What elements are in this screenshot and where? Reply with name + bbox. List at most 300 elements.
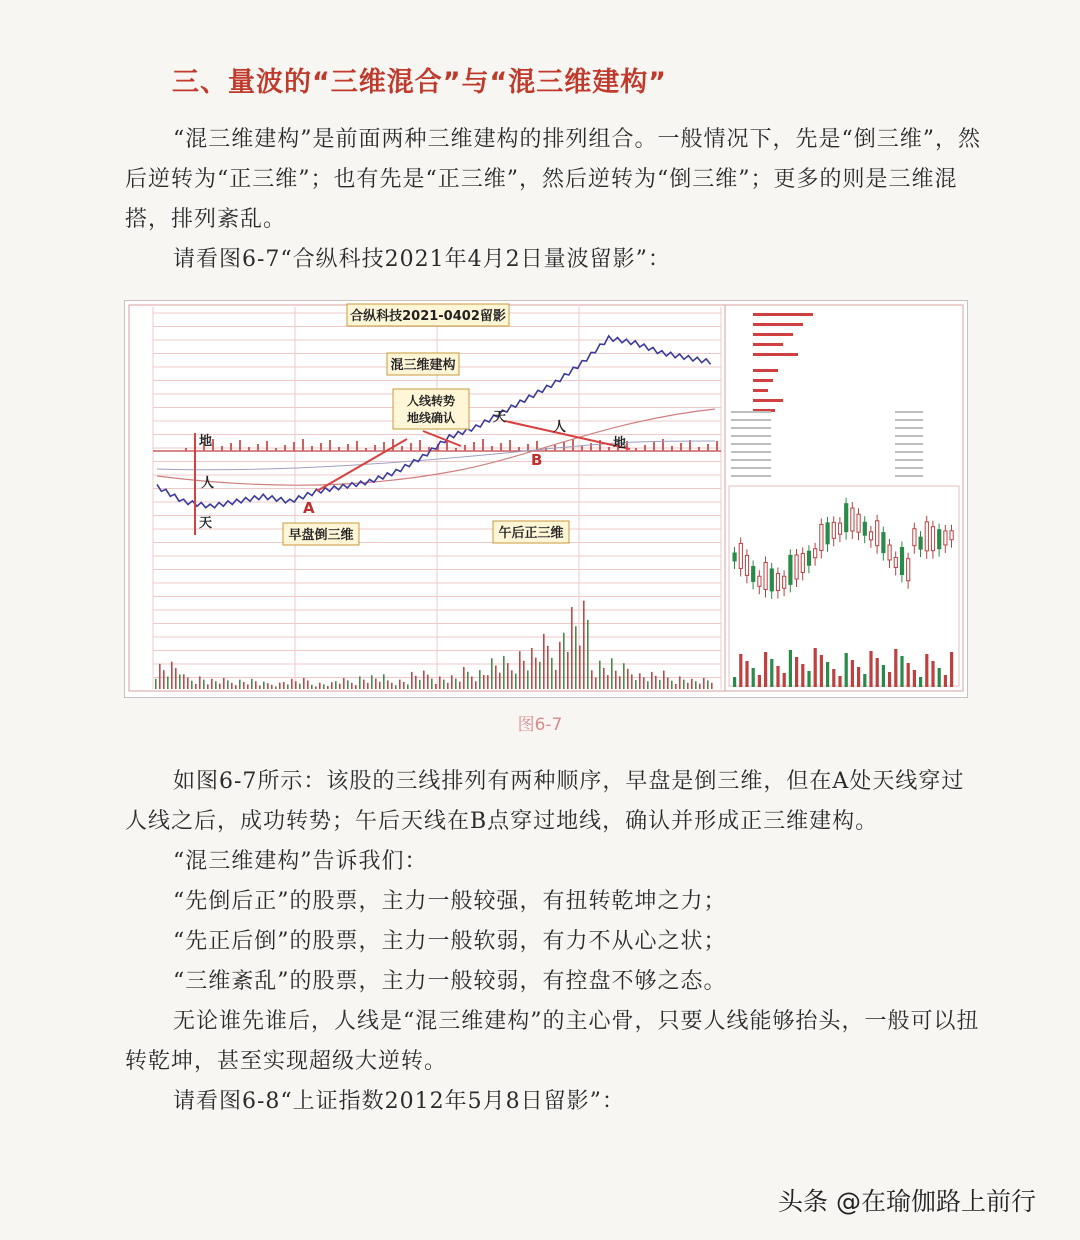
volume-bar	[359, 676, 361, 689]
baseline-bar	[635, 448, 637, 451]
candle-body	[801, 553, 804, 572]
daily-volume-bar	[845, 653, 848, 687]
volume-bar	[607, 675, 609, 689]
stats-row-value	[895, 435, 923, 437]
daily-volume-bar	[876, 658, 879, 687]
volume-bar	[699, 684, 701, 689]
baseline-bar	[374, 445, 376, 451]
stats-row-line	[731, 411, 771, 413]
daily-volume-bar	[925, 654, 928, 687]
body-line-2: “混三维建构”告诉我们：	[173, 849, 428, 874]
volume-bar	[279, 683, 281, 689]
volume-bar	[515, 674, 517, 689]
stats-row-value	[895, 427, 923, 429]
volume-bar	[219, 684, 221, 689]
candle-body	[900, 548, 903, 575]
baseline-bar	[698, 447, 700, 451]
volume-bar	[651, 672, 653, 689]
volume-bar	[235, 685, 237, 689]
daily-volume-bar	[894, 649, 897, 687]
baseline-bar	[473, 442, 475, 451]
baseline-bar	[671, 446, 673, 451]
volume-bar	[639, 673, 641, 689]
sky-right-label: 天	[493, 410, 507, 425]
volume-bar	[587, 620, 589, 689]
baseline-bar	[518, 447, 520, 451]
candle-body	[764, 562, 767, 589]
candle-body	[739, 543, 742, 568]
volume-bar	[283, 682, 285, 689]
volume-bar	[679, 676, 681, 689]
volume-bar	[371, 675, 373, 689]
baseline-bar	[383, 442, 385, 451]
volume-bar	[295, 681, 297, 689]
baseline-bar	[581, 446, 583, 451]
daily-volume-bar	[807, 671, 810, 687]
candle-body	[745, 555, 748, 575]
volume-bar	[439, 676, 441, 689]
volume-bar	[203, 680, 205, 689]
volume-bar	[287, 684, 289, 689]
baseline-bar	[491, 446, 493, 451]
volume-bar	[259, 685, 261, 689]
volume-bar	[595, 678, 597, 690]
stats-row-value	[895, 443, 923, 445]
volume-bar	[655, 676, 657, 689]
daily-volume-bar	[752, 668, 755, 687]
baseline-bar	[248, 447, 250, 451]
volume-bar	[663, 671, 665, 689]
volume-bar	[327, 686, 329, 689]
volume-bar	[299, 684, 301, 689]
volume-bar	[195, 684, 197, 689]
order-book-bar	[753, 369, 778, 372]
volume-bar	[523, 661, 525, 689]
stock-chart-figure	[124, 300, 968, 698]
volume-bar	[255, 681, 257, 689]
volume-bar	[519, 651, 521, 689]
candle-body	[752, 566, 755, 581]
volume-bar	[575, 626, 577, 689]
candle-body	[733, 553, 736, 561]
volume-bar	[163, 670, 165, 689]
volume-bar	[431, 679, 433, 689]
volume-bar	[531, 648, 533, 689]
volume-bar	[543, 634, 545, 689]
volume-bar	[423, 671, 425, 689]
candle-body	[783, 576, 786, 588]
volume-bar	[291, 679, 293, 689]
volume-bar	[635, 680, 637, 689]
daily-volume-bar	[733, 677, 736, 687]
daily-volume-bar	[820, 655, 823, 687]
volume-bar	[155, 679, 157, 689]
baseline-bar	[230, 443, 232, 451]
volume-bar	[231, 683, 233, 689]
baseline-bar	[446, 441, 448, 451]
volume-bar	[555, 670, 557, 689]
volume-bar	[375, 679, 377, 690]
volume-bar	[579, 646, 581, 690]
volume-bar	[267, 683, 269, 689]
volume-bar	[387, 680, 389, 689]
chart-title: 合纵科技2021-0402留影	[350, 309, 506, 324]
daily-volume-bar	[888, 672, 891, 687]
volume-bar	[403, 682, 405, 689]
stats-row-value	[895, 459, 923, 461]
candle-body	[907, 559, 910, 581]
volume-bar	[207, 684, 209, 689]
candle-body	[776, 574, 779, 591]
volume-bar	[367, 683, 369, 689]
turn-label-1: 人线转势	[406, 394, 456, 408]
volume-bar	[539, 662, 541, 689]
volume-bar	[603, 668, 605, 689]
volume-bar	[711, 683, 713, 689]
volume-bar	[659, 680, 661, 689]
volume-bar	[395, 685, 397, 689]
candle-body	[882, 533, 885, 553]
baseline-bar	[284, 445, 286, 451]
volume-bar	[399, 680, 401, 689]
body-line-5: “三维紊乱”的股票，主力一般较弱，有控盘不够之态。	[173, 969, 727, 994]
baseline-bar	[689, 440, 691, 451]
volume-bar	[179, 675, 181, 690]
stats-row-value	[895, 419, 923, 421]
baseline-bar	[464, 445, 466, 451]
baseline-bar	[590, 443, 592, 451]
body-line-7: 请看图6-8“上证指数2012年5月8日留影”：	[173, 1089, 625, 1114]
baseline-bar	[653, 442, 655, 451]
baseline-bar	[257, 444, 259, 451]
baseline-bar	[275, 448, 277, 451]
daily-volume-bar	[776, 666, 779, 687]
order-book-bar	[753, 389, 768, 392]
stats-row-line	[731, 475, 771, 477]
volume-bar	[355, 685, 357, 689]
candle-body	[925, 522, 928, 551]
earth-left-label: 地	[199, 434, 213, 449]
mixed-label: 混三维建构	[390, 358, 456, 373]
volume-bar	[559, 642, 561, 689]
candle-body	[931, 527, 934, 551]
candle-body	[838, 523, 841, 534]
baseline-bar	[311, 446, 313, 451]
volume-bar	[471, 677, 473, 690]
figure-caption: 图6-7	[517, 715, 563, 735]
baseline-bar	[365, 448, 367, 451]
baseline-bar	[455, 448, 457, 451]
volume-bar	[215, 681, 217, 689]
candle-body	[944, 531, 947, 545]
baseline-bar	[716, 441, 718, 451]
volume-bar	[527, 670, 529, 689]
volume-bar	[535, 658, 537, 689]
baseline-bar	[212, 439, 214, 451]
section-heading: 三、量波的“三维混合”与“混三维建构”	[172, 67, 667, 98]
volume-bar	[467, 672, 469, 689]
volume-bar	[323, 684, 325, 689]
volume-bar	[251, 679, 253, 689]
volume-bar	[271, 685, 273, 689]
daily-volume-bar	[938, 668, 941, 687]
volume-bar	[623, 663, 625, 689]
candle-body	[820, 524, 823, 550]
morning-label: 早盘倒三维	[288, 528, 354, 543]
baseline-bar	[293, 442, 295, 451]
daily-volume-bar	[795, 657, 798, 687]
order-book-bar	[753, 333, 793, 336]
volume-bar	[303, 678, 305, 689]
daily-volume-bar	[739, 654, 742, 687]
baseline-bar	[239, 440, 241, 451]
baseline-bar	[356, 441, 358, 451]
volume-bar	[199, 676, 201, 689]
baseline-bar	[563, 442, 565, 451]
baseline-bar	[329, 440, 331, 451]
stats-row-line	[731, 467, 771, 469]
volume-bar	[275, 686, 277, 689]
stats-row-line	[731, 459, 771, 461]
candle-body	[758, 576, 761, 586]
volume-bar	[407, 684, 409, 689]
stock-chart-svg	[125, 301, 967, 697]
baseline-bar	[662, 439, 664, 451]
daily-volume-bar	[764, 652, 767, 687]
volume-bar	[563, 633, 565, 689]
candle-body	[869, 532, 872, 540]
volume-bar	[487, 675, 489, 689]
volume-bar	[339, 684, 341, 689]
daily-volume-bar	[913, 670, 916, 687]
daily-volume-bar	[863, 674, 866, 687]
afternoon-label: 午后正三维	[498, 526, 564, 541]
order-book-bar	[753, 313, 813, 316]
volume-bar	[239, 680, 241, 689]
volume-bar	[495, 666, 497, 690]
baseline-bar	[644, 445, 646, 451]
baseline-bar	[680, 443, 682, 451]
volume-bar	[451, 675, 453, 689]
daily-volume-bar	[826, 662, 829, 687]
baseline-bar	[302, 439, 304, 451]
volume-bar	[211, 679, 213, 689]
candle-body	[913, 529, 916, 546]
volume-bar	[511, 670, 513, 689]
volume-bar	[419, 680, 421, 689]
watermark: 头条 @在瑜伽路上前行	[778, 1187, 1036, 1216]
baseline-bar	[347, 444, 349, 451]
daily-volume-bar	[832, 669, 835, 687]
volume-bar	[331, 682, 333, 689]
volume-bar	[159, 664, 161, 689]
stats-row-value	[895, 467, 923, 469]
body-text	[125, 762, 985, 1122]
baseline-bar	[392, 439, 394, 451]
candle-body	[789, 555, 792, 584]
candle-body	[857, 514, 860, 532]
candle-body	[950, 531, 953, 540]
volume-bar	[615, 671, 617, 689]
order-book-bar	[753, 399, 783, 402]
volume-bar	[175, 668, 177, 689]
candle-body	[888, 545, 891, 560]
baseline-bar	[320, 443, 322, 451]
volume-bar	[411, 672, 413, 689]
volume-bar	[627, 669, 629, 689]
volume-bar	[243, 682, 245, 689]
volume-bar	[667, 678, 669, 690]
candle-body	[826, 523, 829, 544]
volume-bar	[171, 662, 173, 689]
baseline-bar	[401, 446, 403, 451]
volume-bar	[335, 681, 337, 689]
baseline-bar	[608, 447, 610, 451]
daily-volume-bar	[745, 661, 748, 687]
volume-bar	[551, 658, 553, 689]
candle-body	[832, 522, 835, 538]
stats-row-line	[731, 451, 771, 453]
daily-volume-bar	[857, 667, 860, 687]
stats-row-line	[731, 419, 771, 421]
volume-bar	[647, 681, 649, 689]
candle-body	[919, 537, 922, 549]
volume-bar	[191, 681, 193, 689]
volume-bar	[447, 683, 449, 689]
body-paragraph-6: 无论谁先谁后，人线是“混三维建构”的主心骨，只要人线能够抬头，一般可以扭转乾坤，甚至实现超级大逆转。	[125, 1009, 980, 1074]
sky-left-label: 天	[199, 516, 213, 531]
volume-bar	[247, 684, 249, 689]
baseline-bar	[509, 440, 511, 451]
volume-bar	[619, 676, 621, 689]
earth-right-label: 地	[613, 436, 627, 451]
body-line-4: “先正后倒”的股票，主力一般软弱，有力不从心之状；	[173, 929, 727, 954]
volume-bar	[463, 667, 465, 689]
daily-volume-bar	[882, 665, 885, 687]
daily-volume-bar	[900, 656, 903, 687]
volume-bar	[379, 682, 381, 689]
daily-volume-bar	[907, 663, 910, 687]
body-paragraph-1: 如图6-7所示：该股的三线排列有两种顺序，早盘是倒三维，但在A处天线穿过人线之后，成功转势；午后天线在B点穿过地线，确认并形成正三维建构。	[125, 769, 965, 834]
volume-bar	[427, 675, 429, 689]
human-left-label: 人	[201, 476, 215, 491]
daily-volume-bar	[869, 651, 872, 687]
candle-body	[795, 555, 798, 579]
volume-bar	[611, 658, 613, 689]
daily-volume-bar	[919, 677, 922, 687]
volume-bar	[443, 680, 445, 689]
intro-paragraph: “混三维建构”是前面两种三维建构的排列组合。一般情况下，先是“倒三维”，然后逆转为“正三维”；也有先是“正三维”，然后逆转为“倒三维”；更多的则是三维混搭，排列紊乱。	[125, 127, 981, 232]
volume-bar	[499, 673, 501, 689]
volume-bar	[183, 674, 185, 689]
volume-bar	[319, 683, 321, 689]
volume-bar	[591, 670, 593, 689]
point-a-label: A	[303, 499, 315, 517]
volume-bar	[571, 607, 573, 689]
candle-body	[876, 521, 879, 546]
daily-volume-bar	[758, 675, 761, 687]
volume-bar	[315, 686, 317, 689]
daily-volume-bar	[770, 659, 773, 687]
volume-bar	[599, 661, 601, 689]
turn-label-2: 地线确认	[406, 411, 456, 425]
order-book-bar	[753, 379, 773, 382]
volume-bar	[347, 680, 349, 689]
volume-bar	[223, 678, 225, 689]
candle-body	[807, 551, 810, 565]
baseline-bar	[266, 441, 268, 451]
volume-bar	[547, 646, 549, 689]
volume-bar	[391, 683, 393, 689]
volume-bar	[691, 679, 693, 689]
order-book-bar	[753, 323, 803, 326]
volume-bar	[227, 680, 229, 689]
volume-bar	[567, 652, 569, 689]
volume-bar	[311, 685, 313, 689]
baseline-bar	[500, 443, 502, 451]
volume-bar	[307, 680, 309, 689]
order-book-bar	[753, 353, 798, 356]
candle-body	[770, 569, 773, 591]
volume-bar	[707, 680, 709, 689]
volume-bar	[187, 678, 189, 690]
baseline-bar	[419, 440, 421, 451]
candle-body	[863, 522, 866, 535]
volume-bar	[695, 681, 697, 689]
point-b-label: B	[531, 451, 543, 469]
volume-bar	[503, 656, 505, 689]
volume-bar	[631, 674, 633, 689]
stats-row-line	[731, 427, 771, 429]
volume-bar	[683, 680, 685, 689]
baseline-bar	[482, 439, 484, 451]
daily-volume-bar	[950, 652, 953, 687]
baseline-bar	[572, 439, 574, 451]
daily-volume-bar	[789, 650, 792, 687]
volume-bar	[687, 683, 689, 689]
candle-body	[894, 557, 897, 567]
baseline-bar	[707, 444, 709, 451]
volume-bar	[583, 601, 585, 689]
volume-bar	[507, 663, 509, 689]
volume-bar	[435, 684, 437, 689]
stats-row-value	[895, 475, 923, 477]
stats-row-line	[731, 435, 771, 437]
volume-bar	[167, 677, 169, 689]
volume-bar	[415, 676, 417, 689]
daily-volume-bar	[944, 675, 947, 687]
daily-volume-bar	[783, 673, 786, 687]
volume-bar	[643, 677, 645, 689]
volume-bar	[475, 681, 477, 689]
volume-bar	[455, 679, 457, 690]
volume-bar	[363, 680, 365, 689]
order-book-bar	[753, 343, 783, 346]
baseline-bar	[185, 448, 187, 451]
volume-bar	[491, 658, 493, 689]
candle-body	[814, 549, 817, 558]
stats-row-value	[895, 411, 923, 413]
figure-reference-1: 请看图6-7“合纵科技2021年4月2日量波留影”：	[173, 247, 671, 272]
baseline-bar	[221, 446, 223, 451]
stats-row-value	[895, 451, 923, 453]
daily-volume-bar	[801, 664, 804, 687]
daily-volume-bar	[838, 676, 841, 687]
volume-bar	[479, 670, 481, 689]
candle-body	[938, 530, 941, 549]
volume-bar	[483, 675, 485, 689]
volume-bar	[351, 683, 353, 689]
